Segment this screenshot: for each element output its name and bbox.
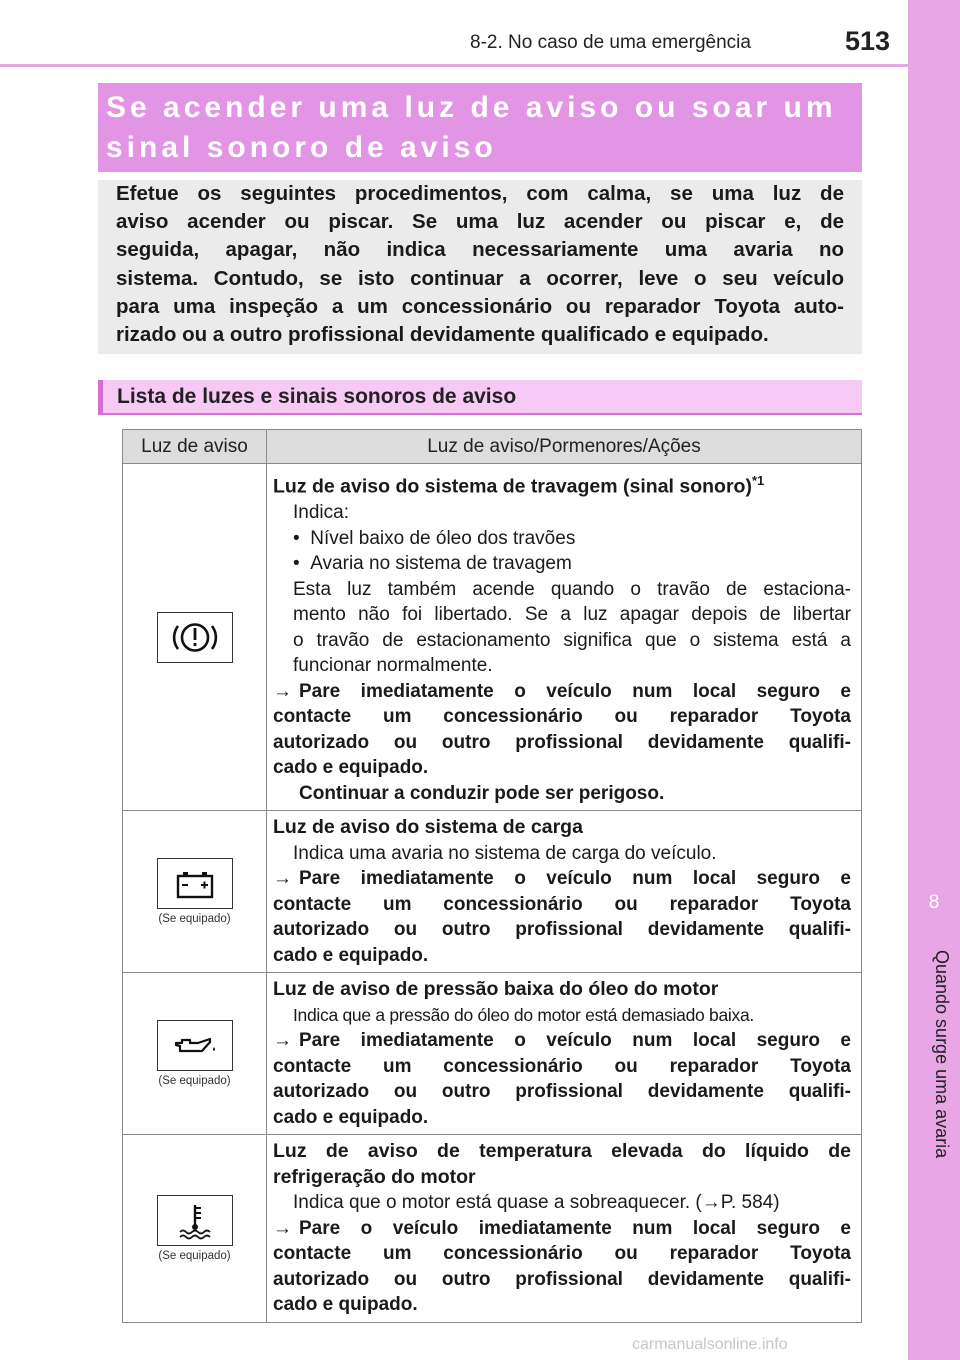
action-line: autorizado ou outro profissional devidamente qualifi-	[273, 731, 851, 753]
action-line: cado e equipado.	[273, 757, 429, 778]
danger-note: Continuar a conduzir pode ser perigoso.	[299, 782, 665, 804]
action-line: cado e equipado.	[273, 1106, 429, 1128]
section-header: 8-2. No caso de uma emergência	[470, 32, 751, 53]
intro-box	[98, 180, 862, 354]
detail-line: Indica uma avaria no sistema de carga do veículo.	[293, 842, 717, 864]
description-cell	[267, 464, 862, 811]
table-row	[123, 973, 862, 1135]
intro-line: para uma inspeção a um concessionário ou reparador Toyota auto-	[116, 294, 844, 318]
arrow-icon: →	[701, 1192, 721, 1213]
subheading: Lista de luzes e sinais sonoros de aviso	[117, 385, 517, 408]
detail-line: Indica que o motor está quase a sobreaquecer. (→P. 584)	[293, 1192, 780, 1213]
table-row	[123, 1135, 862, 1323]
action-line: autorizado ou outro profissional devidamente qualifi-	[273, 919, 851, 940]
equipped-note: (Se equipado)	[158, 913, 231, 925]
table-header-row	[123, 430, 862, 464]
bullet-item: • Nível baixo de óleo dos travões	[293, 527, 576, 549]
equipped-note: (Se equipado)	[158, 1075, 231, 1087]
arrow-icon: →	[273, 680, 292, 702]
paragraph-line: mento não foi libertado. Se a luz apagar depois de libertar	[293, 604, 851, 625]
bullet-item: • Avaria no sistema de travagem	[293, 553, 572, 574]
arrow-icon: →	[273, 1030, 292, 1051]
page-number: 513	[845, 26, 891, 56]
paragraph-line: funcionar normalmente.	[293, 655, 493, 676]
intro-line: aviso acender ou piscar. Se uma luz acender ou piscar e, de	[116, 210, 844, 234]
watermark: carmanualsonline.info	[632, 1336, 788, 1353]
table-row	[123, 464, 862, 811]
action-line: autorizado ou outro profissional devidamente qualifi-	[273, 1081, 851, 1102]
explanation-paragraph	[273, 577, 851, 679]
icon-cell	[123, 973, 267, 1135]
warning-title: Luz de aviso do sistema de travagem (sinal sonoro)$^{*1}$	[273, 473, 765, 498]
coolant-temperature-icon	[157, 1195, 233, 1246]
footnote-ref: *1	[751, 473, 765, 488]
intro-line: sistema. Contudo, se isto continuar a ocorrer, leve o seu veículo	[116, 266, 844, 290]
intro-line: Efetue os seguintes procedimentos, com calma, se uma luz de	[116, 182, 844, 205]
oil-pressure-icon	[157, 1020, 233, 1071]
action-line: contacte um concessionário ou reparador Toyota	[273, 1243, 851, 1264]
equipped-note: (Se equipado)	[158, 1249, 231, 1262]
section-title-line: Se acender uma luz de aviso ou soar um	[106, 91, 837, 124]
table-row	[123, 811, 862, 973]
description-cell	[267, 1135, 862, 1323]
action-line: cado e quipado.	[273, 1294, 418, 1315]
action-instruction: → Pare imediatamente o veículo num local seguro e contacte um concessionário ou reparador Toyota autorizado ou outro profissional devidamente qualifi- cado e equipado.	[273, 1028, 851, 1130]
subheading-bar	[98, 380, 862, 415]
warning-lights-table	[122, 429, 862, 1323]
paragraph-line: o travão de estacionamento significa que o sistema está a	[293, 629, 851, 651]
battery-icon	[157, 858, 233, 909]
description-cell	[267, 973, 862, 1135]
action-line: contacte um concessionário ou reparador Toyota	[273, 1055, 851, 1077]
chapter-title: Quando surge uma avaria	[932, 950, 952, 1159]
icon-cell	[123, 464, 267, 811]
action-line: autorizado ou outro profissional devidamente qualifi-	[273, 1268, 851, 1290]
warning-title: Luz de aviso de temperatura elevada do líquido de refrigeração do motor	[273, 1140, 851, 1188]
arrow-icon: →	[273, 1217, 292, 1239]
brake-warning-icon	[157, 612, 233, 663]
header-divider	[0, 64, 908, 67]
warning-title: Luz de aviso de pressão baixa do óleo do motor	[273, 978, 719, 1000]
column-header-details: Luz de aviso/Pormenores/Ações	[267, 430, 862, 464]
intro-line: rizado ou a outro profissional devidamente qualificado e equipado.	[116, 323, 769, 347]
intro-line: seguida, apagar, não indica necessariamente uma avaria no	[116, 238, 844, 262]
page-reference: P. 584)	[720, 1192, 780, 1213]
action-line: cado e equipado.	[273, 944, 429, 966]
detail-line: Indica que a pressão do óleo do motor está demasiado baixa.	[293, 1004, 754, 1025]
paragraph-line: Esta luz também acende quando o travão de estaciona-	[293, 578, 851, 600]
column-header-light: Luz de aviso	[123, 430, 267, 464]
action-line: contacte um concessionário ou reparador Toyota	[273, 706, 851, 727]
warning-title: Luz de aviso do sistema de carga	[273, 816, 583, 838]
icon-cell	[123, 1135, 267, 1323]
chapter-number: 8	[928, 892, 940, 913]
description-cell	[267, 811, 862, 973]
action-instruction: → Pare imediatamente o veículo num local seguro e contacte um concessionário ou reparador Toyota autorizado ou outro profissional devidamente qualifi- cado e equipado.	[273, 679, 851, 781]
arrow-icon: →	[273, 868, 292, 889]
action-instruction: → Pare imediatamente o veículo num local seguro e contacte um concessionário ou reparador Toyota autorizado ou outro profissional devidamente qualifi- cado e equipado.	[273, 866, 851, 968]
icon-cell	[123, 811, 267, 973]
action-line: contacte um concessionário ou reparador Toyota	[273, 893, 851, 915]
indicates-label: Indica:	[293, 502, 349, 523]
section-title-banner	[98, 83, 862, 172]
action-instruction: → Pare o veículo imediatamente num local seguro e contacte um concessionário ou reparador Toyota autorizado ou outro profissional devidamente qualifi- cado e quipado.	[273, 1216, 851, 1318]
section-title-line: sinal sonoro de aviso	[106, 131, 497, 164]
